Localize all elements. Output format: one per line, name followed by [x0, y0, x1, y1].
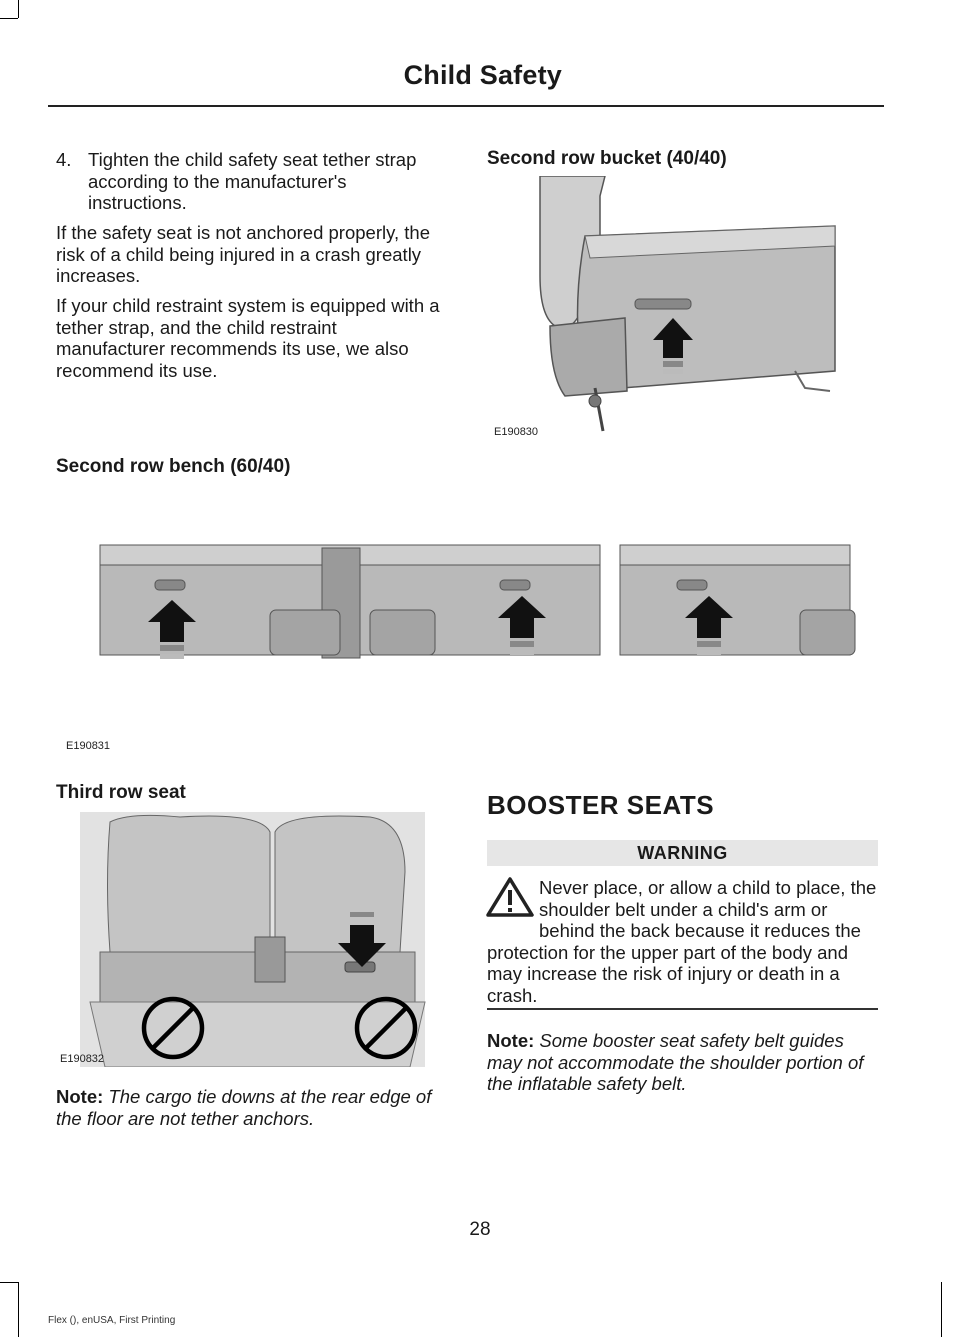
page-number: 28 [469, 1219, 491, 1240]
paragraph: If your child restraint system is equipped with a tether strap, and the child restraint manufacturer recommends its use, we also recommend its use. [56, 295, 440, 381]
crop-mark [18, 1282, 19, 1337]
figure-code: E190832 [60, 1053, 105, 1065]
step-number: 4. [56, 149, 72, 170]
bucket-seat-illustration [485, 176, 840, 438]
note-text: The cargo tie downs at the rear edge of the floor are not tether anchors. [56, 1086, 432, 1129]
third-row-seat-illustration [70, 812, 435, 1067]
warning-bar [487, 840, 878, 866]
warning-text [487, 877, 878, 1006]
warning-text-body: Never place, or allow a child to place, the shoulder belt under a child's arm or behind the back because it reduces the protection for the upper part of the body and may increase the risk of injury or death in a crash. [487, 877, 877, 1006]
warning-divider [487, 1008, 878, 1010]
crop-mark [0, 1282, 18, 1283]
figure-code: E190830 [494, 426, 539, 438]
figure-heading: Third row seat [56, 782, 186, 803]
page-title: Child Safety [403, 60, 562, 90]
step-text: Tighten the child safety seat tether strap according to the manufacturer's instructions. [88, 149, 417, 213]
note-label: Note: [56, 1086, 104, 1107]
note-label: Note: [487, 1030, 535, 1051]
footer-text: Flex (), enUSA, First Printing [48, 1315, 176, 1326]
section-heading: BOOSTER SEATS [487, 790, 715, 820]
crop-mark [18, 0, 19, 18]
warning-label: WARNING [637, 843, 728, 863]
crop-mark [941, 1282, 942, 1337]
bench-seat-illustration [60, 500, 884, 710]
figure-heading: Second row bench (60/40) [56, 456, 291, 477]
figure-code: E190831 [66, 740, 111, 752]
note [487, 1030, 881, 1095]
note-text: Some booster seat safety belt guides may not accommodate the shoulder portion of the inflatable safety belt. [487, 1030, 864, 1094]
figure-heading: Second row bucket (40/40) [487, 148, 727, 169]
crop-mark [0, 18, 18, 19]
paragraph: If the safety seat is not anchored properly, the risk of a child being injured in a crash greatly increases. [56, 222, 430, 286]
header-divider [48, 105, 884, 107]
note [56, 1086, 450, 1129]
